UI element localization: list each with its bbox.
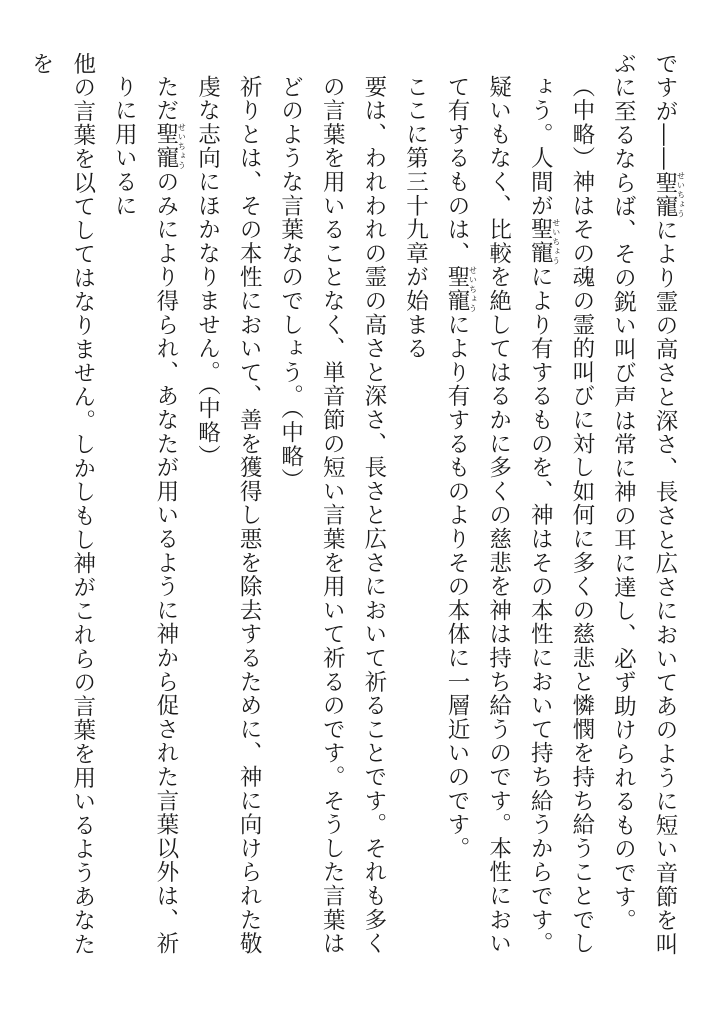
text-segment: ここに第三十九章が始まる bbox=[402, 74, 429, 361]
ruby-term: 聖寵せいちょう bbox=[444, 264, 478, 313]
text-segment: により有するものを、神はその本性において持ち給うからです。疑いもなく、比較を絶してはるかに多くの慈悲を神は持ち給うのです。本性において有するものは、 bbox=[444, 74, 554, 956]
furigana: せいちょう bbox=[468, 264, 478, 313]
text-segment: のみにより得られ、あなたが用いるように神から促された言葉以外は、祈りに用いるに bbox=[111, 74, 179, 956]
chapter-heading-line bbox=[394, 52, 436, 972]
ruby-term: 聖寵せいちょう bbox=[652, 171, 686, 219]
text-segment: 祈りとは、その本性において、善を獲得し悪を除去するために、神に向けられた敬虔な志向にほかなりません。（中略） bbox=[194, 74, 263, 956]
vertical-text-body bbox=[25, 52, 685, 972]
text-segment: により霊の高さと深さ、長さと広さにおいてあのように短い音節を叫ぶに至るならば、その鋭い叫び声は常に神の耳に達し、必ず助けられるものです。 bbox=[610, 52, 678, 957]
furigana: せいちょう bbox=[551, 217, 561, 265]
paragraph-5 bbox=[186, 52, 269, 972]
text-segment: により有するものよりその本体に一層近いのです。 bbox=[444, 312, 471, 860]
paragraph-4 bbox=[269, 52, 394, 972]
text-segment: 他の言葉を以てしてはなりません。しかしもし神がこれらの言葉を用いるようあなたを bbox=[28, 52, 96, 957]
text-segment: ですが―― bbox=[652, 52, 678, 171]
paragraph-6 bbox=[103, 52, 186, 972]
paragraph-1 bbox=[602, 52, 685, 972]
furigana: せいちょう bbox=[177, 122, 187, 170]
ruby-term: 聖寵せいちょう bbox=[527, 217, 561, 265]
text-segment: （中略）神はその魂の霊的叫びに対し如何に多くの慈悲と憐憫を持ち給うことでしょう。人間が bbox=[527, 74, 595, 956]
text-segment: 要は、われわれの霊の高さと深さ、長さと広さにおいて祈ることです。それも多くの言葉を用いることなく、単音節の短い言葉を用いて祈るのです。そうした言葉はどのような言葉なのでしょう。（中略） bbox=[277, 74, 387, 956]
paragraph-7 bbox=[20, 52, 103, 972]
furigana: せいちょう bbox=[676, 171, 686, 219]
text-segment: ただ bbox=[152, 74, 179, 123]
ruby-term: 聖寵せいちょう bbox=[152, 122, 187, 170]
paragraph-2 bbox=[435, 52, 601, 972]
